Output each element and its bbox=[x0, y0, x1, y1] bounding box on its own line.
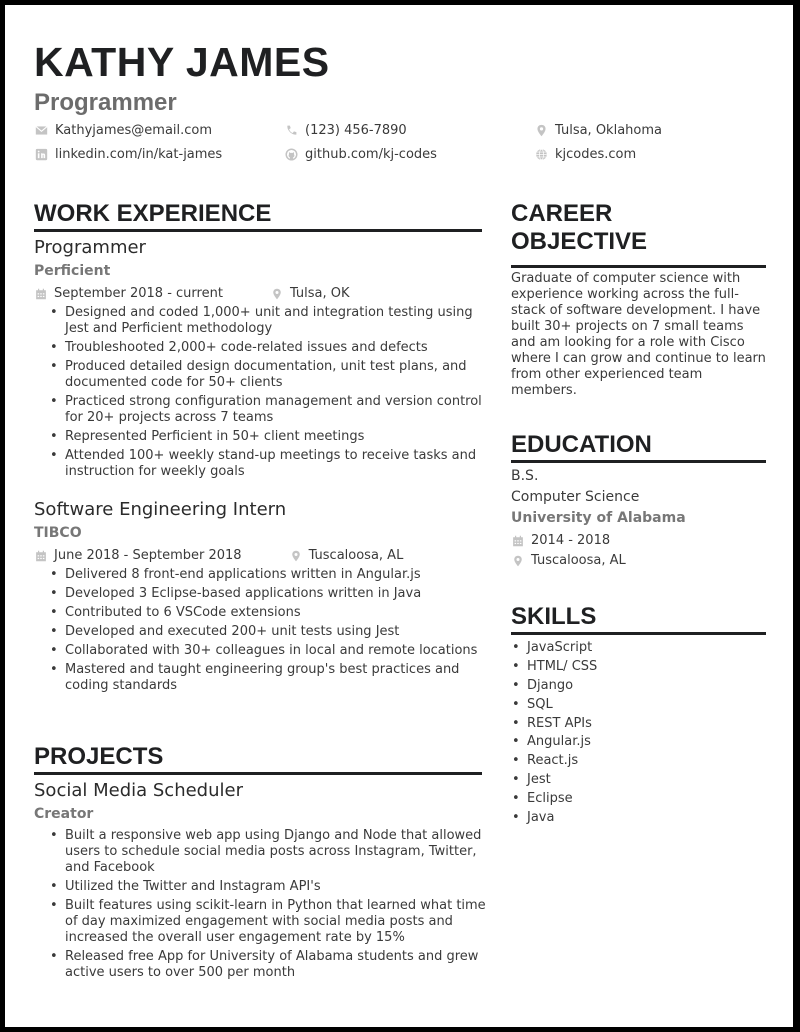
contact-email[interactable] bbox=[35, 123, 212, 138]
resume-page bbox=[5, 5, 793, 1027]
skill-item: • REST APIs bbox=[512, 716, 762, 732]
list-item: • Utilized the Twitter and Instagram API's bbox=[34, 879, 489, 895]
list-item: • Attended 100+ weekly stand-up meetings to receive tasks and instruction for weekly goals bbox=[34, 448, 489, 480]
skill-item: • Eclipse bbox=[512, 791, 762, 807]
map-pin-icon bbox=[535, 124, 548, 137]
project-title: Social Media Scheduler bbox=[34, 780, 243, 801]
skill-item: • Angular.js bbox=[512, 734, 762, 750]
skills-list bbox=[512, 640, 762, 829]
section-divider bbox=[511, 460, 766, 463]
list-item: • Practiced strong configuration management and version control for 20+ projects across 7 teams bbox=[34, 394, 489, 426]
education-school: University of Alabama bbox=[511, 510, 686, 526]
section-divider bbox=[34, 772, 482, 775]
list-item: • Produced detailed design documentation, unit test plans, and documented code for 50+ clients bbox=[34, 359, 489, 391]
section-heading-education: EDUCATION bbox=[511, 431, 652, 458]
skill-item: • SQL bbox=[512, 697, 762, 713]
job-location: Tuscaloosa, AL bbox=[290, 548, 404, 563]
education-location: Tuscaloosa, AL bbox=[512, 553, 626, 568]
job-bullets bbox=[34, 567, 489, 697]
job-dates: September 2018 - current bbox=[54, 286, 223, 301]
job-title: Software Engineering Intern bbox=[34, 499, 287, 520]
list-item: • Designed and coded 1,000+ unit and integration testing using Jest and Perficient methodology bbox=[34, 305, 489, 337]
section-heading-career-objective: CAREER OBJECTIVE bbox=[511, 200, 648, 255]
section-divider bbox=[511, 265, 766, 268]
section-heading-skills: SKILLS bbox=[511, 603, 597, 630]
skill-item: • Django bbox=[512, 678, 762, 694]
skill-item: • HTML/ CSS bbox=[512, 659, 762, 675]
project-bullets bbox=[34, 828, 489, 984]
education-field: Computer Science bbox=[511, 489, 640, 505]
list-item: • Built a responsive web app using Django and Node that allowed users to schedule social media posts across Instagram, Twitter, and Facebook bbox=[34, 828, 489, 876]
section-divider bbox=[511, 632, 766, 635]
github-icon bbox=[285, 148, 298, 161]
github-text: github.com/kj-codes bbox=[305, 147, 437, 162]
phone-text: (123) 456-7890 bbox=[305, 123, 407, 138]
list-item: • Collaborated with 30+ colleagues in local and remote locations bbox=[34, 643, 489, 659]
list-item: • Developed and executed 200+ unit tests using Jest bbox=[34, 624, 489, 640]
list-item: • Mastered and taught engineering group's best practices and coding standards bbox=[34, 662, 489, 694]
envelope-icon bbox=[35, 124, 48, 137]
job-meta bbox=[35, 548, 403, 563]
candidate-title: Programmer bbox=[34, 89, 177, 116]
map-pin-icon bbox=[290, 550, 302, 562]
job-bullets bbox=[34, 305, 489, 483]
contact-website[interactable] bbox=[535, 147, 636, 162]
list-item: • Built features using scikit-learn in Python that learned what time of day maximized engagement with social media posts and increased the overall user engagement rate by 15% bbox=[34, 898, 489, 946]
map-pin-icon bbox=[512, 555, 524, 567]
list-item: • Contributed to 6 VSCode extensions bbox=[34, 605, 489, 621]
list-item: • Represented Perficient in 50+ client meetings bbox=[34, 429, 489, 445]
section-heading-projects: PROJECTS bbox=[34, 743, 164, 770]
skill-item: • Jest bbox=[512, 772, 762, 788]
phone-icon bbox=[285, 124, 298, 137]
job-title: Programmer bbox=[34, 237, 146, 258]
education-dates: 2014 - 2018 bbox=[512, 533, 610, 548]
section-divider bbox=[34, 229, 482, 232]
job-location: Tulsa, OK bbox=[271, 286, 350, 301]
map-pin-icon bbox=[271, 288, 283, 300]
job-dates: June 2018 - September 2018 bbox=[54, 548, 242, 563]
list-item: • Developed 3 Eclipse-based applications written in Java bbox=[34, 586, 489, 602]
linkedin-icon bbox=[35, 148, 48, 161]
job-meta bbox=[35, 286, 350, 301]
list-item: • Delivered 8 front-end applications written in Angular.js bbox=[34, 567, 489, 583]
contact-phone[interactable] bbox=[285, 123, 407, 138]
calendar-icon bbox=[35, 550, 47, 562]
list-item: • Released free App for University of Alabama students and grew active users to over 500 per month bbox=[34, 949, 489, 981]
section-heading-work-experience: WORK EXPERIENCE bbox=[34, 200, 272, 227]
website-text: kjcodes.com bbox=[555, 147, 637, 162]
list-item: • Troubleshooted 2,000+ code-related issues and defects bbox=[34, 340, 489, 356]
calendar-icon bbox=[512, 535, 524, 547]
candidate-name: KATHY JAMES bbox=[34, 39, 330, 85]
job-company: TIBCO bbox=[34, 525, 82, 541]
contact-github[interactable] bbox=[285, 147, 437, 162]
skill-item: • React.js bbox=[512, 753, 762, 769]
email-text: Kathyjames@email.com bbox=[55, 123, 213, 138]
linkedin-text: linkedin.com/in/kat-james bbox=[55, 147, 223, 162]
calendar-icon bbox=[35, 288, 47, 300]
contact-linkedin[interactable] bbox=[35, 147, 222, 162]
globe-icon bbox=[535, 148, 548, 161]
job-company: Perficient bbox=[34, 263, 111, 279]
contact-location bbox=[535, 123, 662, 138]
project-role: Creator bbox=[34, 806, 94, 822]
location-text: Tulsa, Oklahoma bbox=[555, 123, 662, 138]
education-degree: B.S. bbox=[511, 468, 539, 484]
skill-item: • JavaScript bbox=[512, 640, 762, 656]
career-objective-text: Graduate of computer science with experience working across the full-stack of software development. I have built 30+ projects on 7 small teams and am looking for a role with Cisco where I can grow and continue to learn from other experienced team members. bbox=[511, 271, 766, 398]
skill-item: • Java bbox=[512, 810, 762, 826]
